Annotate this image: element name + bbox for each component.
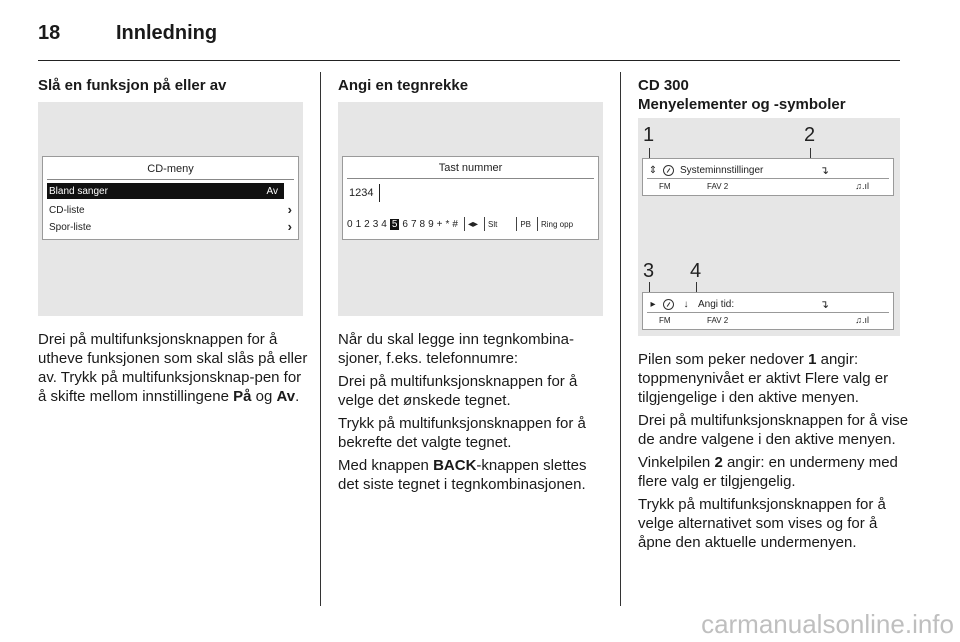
paragraph-text: Pilen som peker nedover	[638, 351, 809, 368]
bold-term-back: BACK	[433, 457, 477, 474]
char-key: 4	[381, 218, 387, 230]
paragraph: Trykk på multifunksjonsknappen for å bekrefte det valgte tegnet.	[338, 415, 586, 451]
paragraph: Trykk på multifunksjonsknappen for å velge alternativet som vises og for å åpne den aktuelle undermenyen.	[638, 496, 886, 551]
key-separator	[484, 217, 485, 231]
menu-symbols-figure	[638, 118, 900, 336]
paragraph-text: Med knappen	[338, 457, 434, 474]
callout-4: 4	[690, 260, 702, 282]
phone-number-screen	[342, 156, 599, 240]
key-separator	[464, 217, 465, 231]
screen-top-row	[647, 163, 889, 177]
page-number: 18	[38, 21, 61, 44]
menu-row-label: Bland sanger	[49, 185, 108, 197]
paragraph-text: Vinkelpilen	[638, 454, 715, 471]
paragraph: Når du skal legge inn tegnkombina-sjoner, f.eks. telefonnumre:	[338, 331, 574, 367]
submenu-arrow-icon: ↴	[819, 164, 829, 177]
menu-label: Angi tid:	[698, 298, 735, 310]
bold-ref-1: 1	[808, 351, 817, 368]
screen-status-row	[647, 180, 889, 192]
section-heading: CD 300	[638, 77, 689, 94]
chevron-right-icon: ›	[287, 219, 292, 234]
screen-rule	[647, 312, 889, 313]
phone-number-figure	[338, 102, 603, 316]
menu-row-shuffle	[47, 183, 284, 199]
screen-rule	[647, 178, 889, 179]
bold-ref-2: 2	[714, 454, 723, 471]
char-key: 7	[410, 218, 417, 230]
section-heading: Slå en funksjon på eller av	[38, 77, 227, 94]
column-1-text	[38, 330, 310, 410]
paragraph-text: -knappen slettes det siste tegnet i tegnkombinasjonen.	[338, 457, 587, 493]
text-cursor	[379, 184, 380, 202]
menu-label: Systeminnstillinger	[680, 164, 764, 176]
menu-row-cd-list	[47, 202, 284, 218]
character-selector	[347, 217, 576, 231]
char-key: 6	[402, 218, 408, 230]
screen-title: Tast nummer	[438, 162, 503, 174]
bold-term-off: Av	[276, 388, 296, 405]
chevron-right-icon: ›	[287, 202, 292, 217]
cd-menu-figure	[38, 102, 303, 316]
screen-top-row	[647, 297, 889, 311]
system-settings-screen	[642, 158, 894, 196]
menu-row-track-list	[47, 219, 284, 235]
key-separator	[537, 217, 538, 231]
screen-rule	[47, 179, 294, 180]
callout-2: 2	[804, 124, 816, 146]
cd-menu-screen	[42, 156, 299, 240]
char-key: *	[445, 218, 450, 230]
paragraph: Drei på multifunksjonsknappen for å velge det ønskede tegnet.	[338, 373, 578, 409]
char-key: +	[436, 218, 443, 230]
screen-title: CD-meny	[147, 163, 194, 175]
char-key: 0	[347, 218, 353, 230]
entered-number: 1234	[349, 187, 374, 199]
clock-icon	[663, 165, 674, 176]
set-time-screen	[642, 292, 894, 330]
paragraph-text: angir: toppmenynivået er aktivt Flere valg er tilgjengelige i den aktive menyen.	[638, 351, 889, 406]
right-arrow-icon: ▸	[650, 298, 656, 310]
screen-status-row	[647, 314, 889, 326]
bold-term-on: På	[233, 388, 252, 405]
favourite-label: FAV 2	[707, 181, 729, 191]
char-key: 3	[372, 218, 379, 230]
column-divider-2	[620, 72, 621, 606]
page-title: Innledning	[116, 21, 218, 44]
char-key: 8	[419, 218, 426, 230]
callout-3: 3	[643, 260, 655, 282]
cursor-arrows-icon: ◂▸	[467, 218, 478, 230]
char-key: 9	[428, 218, 434, 230]
watermark: carmanualsonline.info	[701, 609, 954, 639]
menu-row-label: CD-liste	[49, 204, 85, 216]
column-3-text	[638, 350, 910, 556]
signal-icon: ♫.ıl	[855, 181, 869, 191]
paragraph-text: angir: en undermeny med flere valg er tilgjengelig.	[638, 454, 898, 490]
char-key: 2	[364, 218, 370, 230]
paragraph: Drei på multifunksjonsknappen for å vise de andre valgene i den aktive menyen.	[638, 412, 909, 448]
screen-rule	[347, 178, 594, 179]
favourite-label: FAV 2	[707, 315, 729, 325]
paragraph-text: Drei på multifunksjonsknappen for å utheve funksjonen som skal slås på eller av. Trykk på multifunksjonsknap-pen for å skifte mellom innstillingene	[38, 331, 308, 405]
band-label: FM	[659, 181, 671, 191]
column-2	[338, 76, 608, 95]
menu-row-value: Av	[266, 185, 278, 197]
header-rule	[38, 60, 900, 61]
column-1	[38, 76, 308, 95]
char-key: #	[452, 218, 458, 230]
up-down-arrow-icon: ⇕	[648, 164, 658, 176]
paragraph-text: .	[295, 388, 300, 405]
submenu-arrow-icon: ↴	[819, 298, 829, 311]
callout-1: 1	[643, 124, 655, 146]
down-arrow-icon: ↓	[683, 298, 689, 310]
clock-icon	[663, 299, 674, 310]
key-separator	[516, 217, 517, 231]
band-label: FM	[659, 315, 671, 325]
section-heading: Angi en tegnrekke	[338, 77, 469, 94]
paragraph-text: og	[251, 388, 277, 405]
menu-row-label: Spor-liste	[49, 221, 92, 233]
signal-icon: ♫.ıl	[855, 315, 869, 325]
call-key: Ring opp	[541, 219, 574, 229]
delete-key: Slt	[487, 219, 498, 229]
char-key-selected: 5	[391, 218, 398, 230]
page-header	[38, 18, 217, 48]
char-key: 1	[355, 218, 362, 230]
phonebook-key: PB	[520, 219, 531, 229]
section-subheading: Menyelementer og -symboler	[638, 96, 846, 113]
column-2-text	[338, 330, 610, 498]
column-divider-1	[320, 72, 321, 606]
column-3	[638, 76, 908, 114]
